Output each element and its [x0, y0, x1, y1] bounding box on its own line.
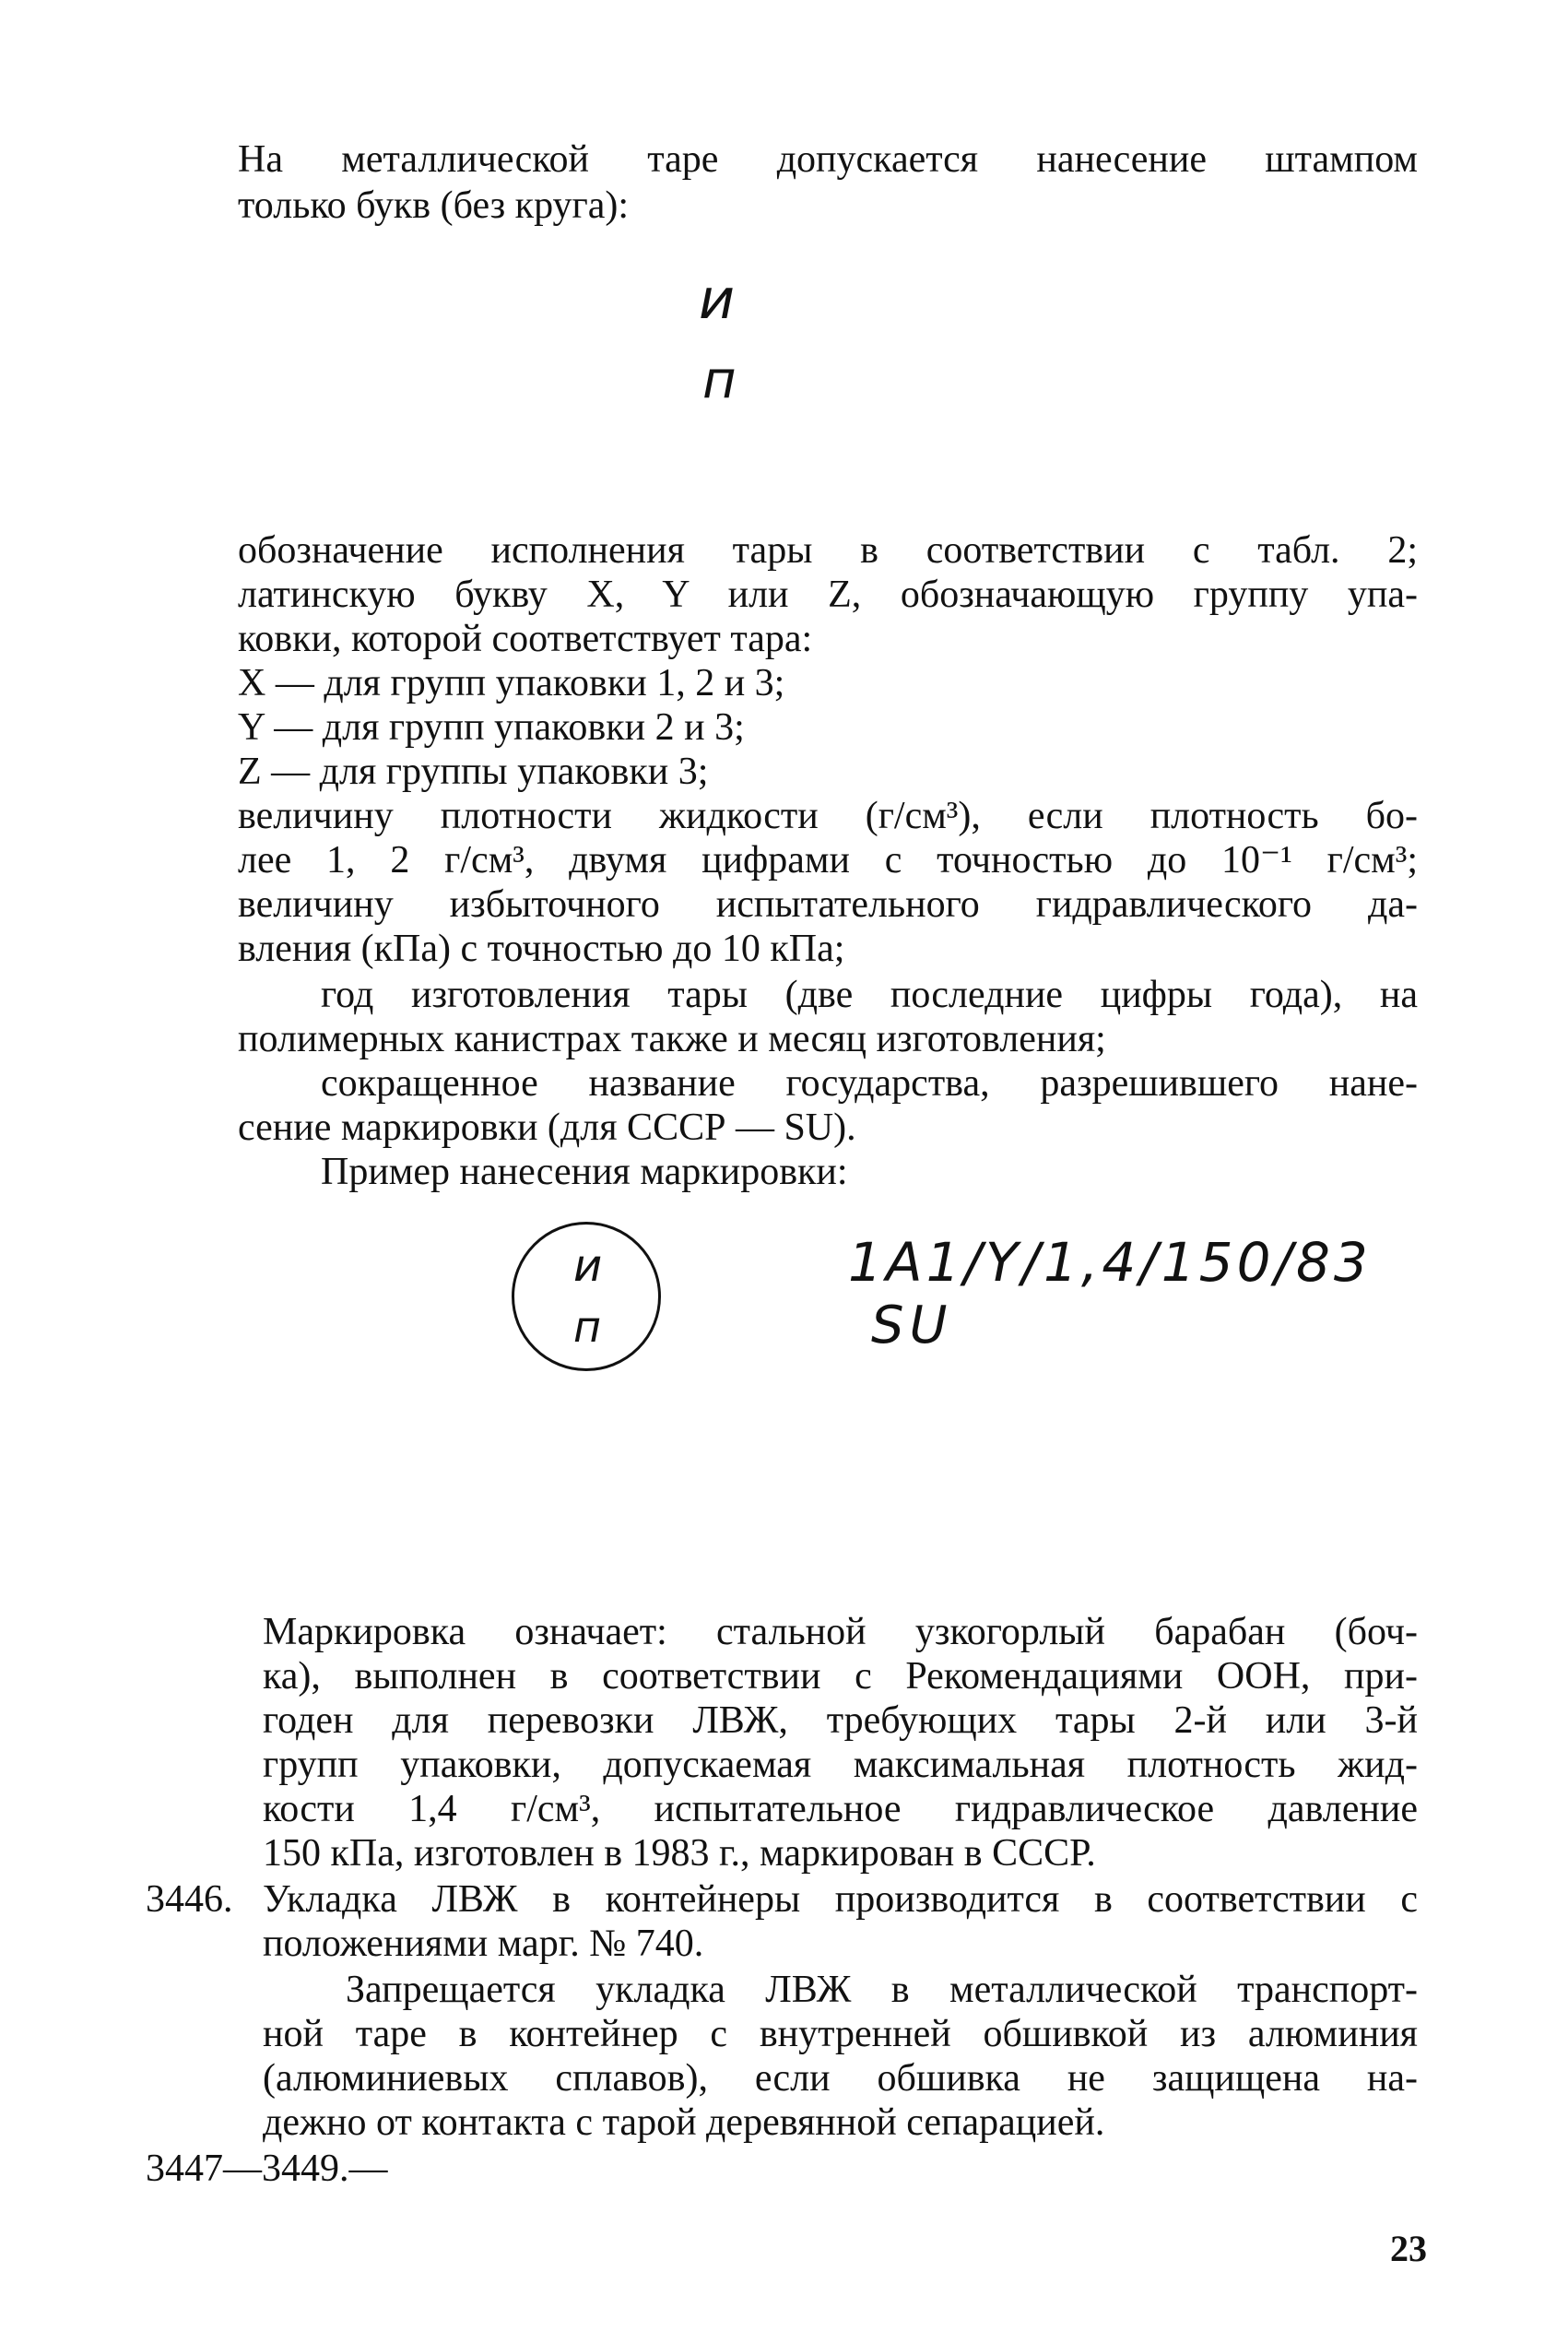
stamp-letter-bottom: п — [702, 350, 738, 410]
item-line-3: ковки, которой соответствует тара: — [238, 618, 813, 660]
section-3446-number: 3446. — [146, 1878, 233, 1921]
page-number: 23 — [1390, 2228, 1427, 2269]
meaning-line-1: Маркировка означает: стальной узкогорлый барабан (боч- — [263, 1611, 1418, 1653]
item-line-13: сокращенное название государства, разрешившего нане- — [321, 1062, 1418, 1105]
section-3446-line-2: положениями марг. № 740. — [263, 1923, 704, 1965]
section-3446-line-5: (алюминиевых сплавов), если обшивка не защищена на- — [263, 2057, 1418, 2100]
item-line-9: величину избыточного испытательного гидравлического да- — [238, 883, 1418, 926]
section-3446-line-6: дежно от контакта с тарой деревянной сепарацией. — [263, 2101, 1105, 2144]
stamp-letter-top: и — [699, 267, 737, 332]
item-line-11: год изготовления тары (две последние цифры года), на — [321, 974, 1418, 1016]
item-line-8: лее 1, 2 г/см³, двумя цифрами с точностью до 10⁻¹ г/см³; — [238, 839, 1418, 882]
section-3446-line-3: Запрещается укладка ЛВЖ в металлической транспорт- — [346, 1969, 1418, 2011]
item-line-15: Пример нанесения маркировки: — [321, 1151, 848, 1193]
item-line-4: X — для групп упаковки 1, 2 и 3; — [238, 662, 785, 704]
marking-code: 1A1/Y/1,4/150/83 — [848, 1231, 1372, 1294]
meaning-line-6: 150 кПа, изготовлен в 1983 г., маркирован в СССР. — [263, 1832, 1096, 1875]
meaning-line-3: годен для перевозки ЛВЖ, требующих тары 2-й или 3-й — [263, 1699, 1418, 1742]
item-line-10: вления (кПа) с точностью до 10 кПа; — [238, 928, 845, 970]
meaning-line-2: ка), выполнен в соответствии с Рекомендациями ООН, при- — [263, 1655, 1418, 1698]
section-3446-line-1: Укладка ЛВЖ в контейнеры производится в соответствии с — [263, 1878, 1418, 1921]
item-line-2: латинскую букву X, Y или Z, обозначающую группу упа- — [238, 574, 1418, 616]
intro-line-2: только букв (без круга): — [238, 184, 630, 227]
item-line-12: полимерных канистрах также и месяц изготовления; — [238, 1018, 1106, 1060]
item-line-6: Z — для группы упаковки 3; — [238, 751, 709, 793]
section-3447-3449: 3447—3449.— — [146, 2148, 388, 2190]
meaning-line-5: кости 1,4 г/см³, испытательное гидравлическое давление — [263, 1788, 1418, 1830]
intro-line-1: На металлической таре допускается нанесение штампом — [238, 138, 1418, 181]
item-line-5: Y — для групп упаковки 2 и 3; — [238, 706, 745, 749]
marking-country: SU — [871, 1296, 953, 1355]
meaning-line-4: групп упаковки, допускаемая максимальная плотность жид- — [263, 1744, 1418, 1786]
marking-circle-letter-bottom: п — [573, 1302, 604, 1352]
item-line-7: величину плотности жидкости (г/см³), если плотность бо- — [238, 795, 1418, 837]
section-3446-line-4: ной таре в контейнер с внутренней обшивкой из алюминия — [263, 2013, 1418, 2055]
marking-circle-letter-top: и — [573, 1240, 605, 1292]
item-line-14: сение маркировки (для СССР — SU). — [238, 1106, 856, 1149]
item-line-1: обозначение исполнения тары в соответствии с табл. 2; — [238, 529, 1418, 572]
